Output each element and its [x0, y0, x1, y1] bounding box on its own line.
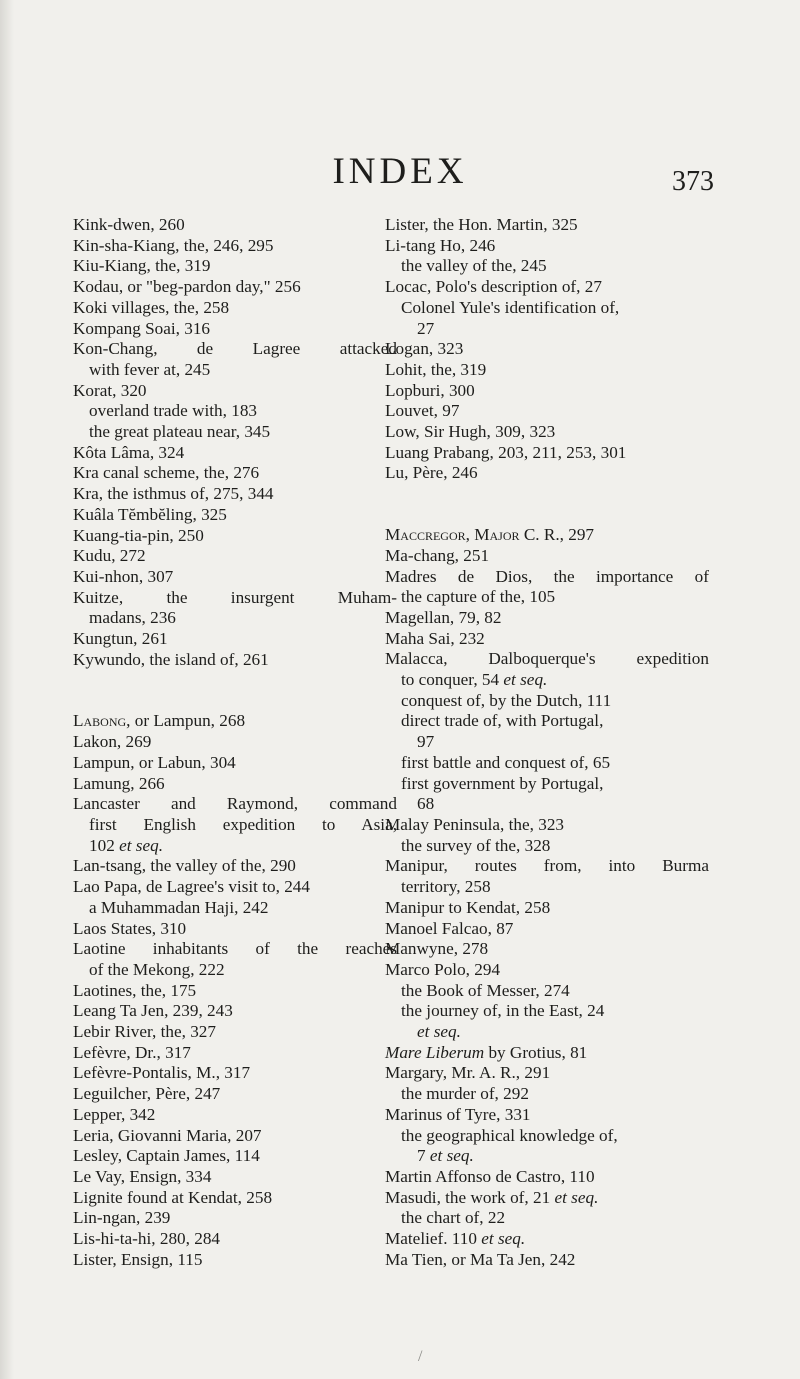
entry-text: the Book of Messer, 274: [401, 980, 570, 1000]
entry-text: or Lampun, 268: [130, 711, 246, 731]
index-entry: [385, 463, 709, 484]
entry-text: a Muhammadan Haji, 242: [89, 897, 269, 917]
page-header: [0, 150, 800, 197]
index-entry: [73, 1043, 397, 1064]
entry-text: Manwyne, 278: [385, 939, 489, 959]
section-lead-word: Maccregor, Major: [385, 525, 520, 545]
entry-text: Marinus of Tyre, 331: [385, 1104, 531, 1124]
entry-text: Louvet, 97: [385, 401, 460, 421]
entry-text: 68: [417, 794, 435, 814]
index-entry: [73, 629, 397, 650]
index-entry: [385, 629, 709, 650]
index-subentry: [385, 298, 709, 319]
index-entry: [73, 236, 397, 257]
entry-text: Kiu-Kiang, the, 319: [73, 256, 211, 276]
entry-text: Lister, the Hon. Martin, 325: [385, 215, 578, 234]
index-entry-continuation: [73, 836, 397, 857]
index-entry: [385, 1250, 709, 1271]
entry-text: by Grotius, 81: [484, 1042, 588, 1062]
index-subentry: [385, 774, 709, 795]
entry-text: to conquer, 54: [401, 670, 504, 690]
index-subentry: [385, 1001, 709, 1022]
index-entry: [73, 298, 397, 319]
entry-text: Lopburi, 300: [385, 380, 475, 400]
entry-text: Kuitze, the insurgent Muham-: [73, 587, 397, 607]
index-column-right: [385, 215, 709, 1270]
index-entry: [385, 360, 709, 381]
entry-text: Lister, Ensign, 115: [73, 1249, 203, 1269]
index-entry: [385, 815, 709, 836]
index-subentry: [385, 1022, 709, 1043]
entry-text: Kungtun, 261: [73, 629, 168, 649]
entry-text: Malacca, Dalboquerque's expedition: [385, 649, 709, 669]
index-entry: [73, 981, 397, 1002]
entry-text: Lesley, Captain James, 114: [73, 1146, 260, 1166]
entry-text: Lu, Père, 246: [385, 463, 478, 483]
italic-et-seq: et seq.: [554, 1187, 599, 1207]
entry-text: Ma Tien, or Ma Ta Jen, 242: [385, 1249, 576, 1269]
index-subentry: [73, 401, 397, 422]
index-subentry: [385, 794, 709, 815]
index-subentry: [385, 1126, 709, 1147]
entry-text: Kodau, or "beg-pardon day," 256: [73, 277, 301, 297]
index-entry: [73, 1167, 397, 1188]
index-entry-continuation: [385, 877, 709, 898]
index-entry: [73, 443, 397, 464]
index-entry: [73, 256, 397, 277]
italic-title: Mare Liberum: [385, 1042, 485, 1062]
page-edge-shadow: [0, 0, 14, 1379]
entry-text: Manipur, routes from, into Burma: [385, 856, 709, 876]
index-entry: [385, 1105, 709, 1126]
entry-text: Lao Papa, de Lagree's visit to, 244: [73, 877, 310, 897]
entry-text: Laos States, 310: [73, 918, 187, 938]
italic-et-seq: et seq.: [429, 1146, 474, 1166]
entry-text: the great plateau near, 345: [89, 422, 271, 442]
index-entry: [385, 1063, 709, 1084]
index-entry: [73, 339, 397, 360]
index-entry: [73, 505, 397, 526]
index-entry: [73, 1208, 397, 1229]
entry-text: Koki villages, the, 258: [73, 297, 230, 317]
entry-text: the geographical knowledge of,: [401, 1125, 618, 1145]
index-entry: [385, 939, 709, 960]
entry-text: Li-tang Ho, 246: [385, 235, 496, 255]
index-entry: [73, 526, 397, 547]
italic-et-seq: et seq.: [503, 670, 548, 690]
entry-text: the capture of the, 105: [401, 587, 556, 607]
italic-et-seq: et seq.: [481, 1229, 526, 1249]
index-entry: [73, 939, 397, 960]
index-subentry: [73, 422, 397, 443]
index-entry: [385, 919, 709, 940]
entry-text: Lamung, 266: [73, 773, 165, 793]
entry-text: first government by Portugal,: [401, 773, 604, 793]
index-entry: [385, 546, 709, 567]
entry-text: Kon-Chang, de Lagree attacked: [73, 339, 397, 359]
entry-text: Manipur to Kendat, 258: [385, 897, 551, 917]
index-subentry: [385, 256, 709, 277]
index-entry-continuation: [73, 608, 397, 629]
entry-text: Locac, Polo's description of, 27: [385, 277, 602, 297]
index-entry: [73, 732, 397, 753]
index-entry: [73, 794, 397, 815]
index-subentry: [385, 1208, 709, 1229]
entry-text: Kuâla Tĕmbĕling, 325: [73, 504, 227, 524]
index-entry: [385, 422, 709, 443]
entry-text: Kôta Lâma, 324: [73, 442, 185, 462]
index-entry: [73, 1188, 397, 1209]
section-gap: [73, 670, 397, 711]
entry-text: the valley of the, 245: [401, 256, 547, 276]
index-entry: [385, 567, 709, 588]
entry-text: 97: [417, 732, 435, 752]
entry-text: overland trade with, 183: [89, 401, 258, 421]
entry-text: Magellan, 79, 82: [385, 607, 502, 627]
index-entry: [73, 1229, 397, 1250]
index-entry: [73, 856, 397, 877]
index-entry: [385, 1229, 709, 1250]
index-entry: [73, 319, 397, 340]
index-entry: [73, 1250, 397, 1271]
index-entry: [73, 1126, 397, 1147]
index-entry: [73, 588, 397, 609]
index-entry: [385, 277, 709, 298]
index-subentry: [385, 753, 709, 774]
entry-text: the journey of, in the East, 24: [401, 1001, 605, 1021]
entry-text: territory, 258: [401, 877, 491, 897]
index-subentry: [385, 691, 709, 712]
entry-text: Kra, the isthmus of, 275, 344: [73, 484, 274, 504]
entry-text: Lakon, 269: [73, 732, 152, 752]
index-entry: [73, 1084, 397, 1105]
index-entry: [385, 215, 709, 236]
index-entry: [73, 1146, 397, 1167]
index-entry: [385, 960, 709, 981]
entry-text: first battle and conquest of, 65: [401, 752, 611, 772]
entry-text: Laotines, the, 175: [73, 980, 197, 1000]
stray-mark: /: [418, 1348, 423, 1365]
index-entry: [73, 277, 397, 298]
index-entry: [73, 1063, 397, 1084]
index-subentry: [385, 1084, 709, 1105]
entry-text: Lancaster and Raymond, command: [73, 794, 397, 814]
index-entry: [73, 650, 397, 671]
entry-text: Masudi, the work of, 21: [385, 1187, 555, 1207]
entry-text: direct trade of, with Portugal,: [401, 711, 604, 731]
italic-et-seq: et seq.: [417, 1022, 461, 1042]
entry-text: Leria, Giovanni Maria, 207: [73, 1125, 262, 1145]
entry-text: Kudu, 272: [73, 546, 146, 566]
entry-text: the murder of, 292: [401, 1084, 529, 1104]
index-entry: [73, 215, 397, 236]
index-entry: [385, 525, 709, 546]
index-subentry: [385, 319, 709, 340]
entry-text: Lan-tsang, the valley of the, 290: [73, 856, 296, 876]
entry-text: 7: [417, 1146, 430, 1166]
index-entry: [385, 1167, 709, 1188]
index-entry: [73, 753, 397, 774]
entry-text: Logan, 323: [385, 339, 464, 359]
index-entry: [385, 401, 709, 422]
index-entry: [73, 774, 397, 795]
entry-text: Lohit, the, 319: [385, 359, 487, 379]
index-subentry: [385, 711, 709, 732]
entry-text: Le Vay, Ensign, 334: [73, 1166, 212, 1186]
entry-text: Kink-dwen, 260: [73, 215, 185, 234]
index-entry: [385, 898, 709, 919]
entry-text: Lepper, 342: [73, 1104, 156, 1124]
entry-text: Lefèvre, Dr., 317: [73, 1042, 191, 1062]
index-entry-continuation: [385, 670, 709, 691]
index-entry: [73, 919, 397, 940]
index-entry: [385, 339, 709, 360]
entry-text: Lignite found at Kendat, 258: [73, 1187, 273, 1207]
entry-text: Low, Sir Hugh, 309, 323: [385, 422, 556, 442]
index-entry: [73, 484, 397, 505]
entry-text: Laotine inhabitants of the reaches: [73, 939, 397, 959]
index-entry-continuation: [385, 587, 709, 608]
index-entry: [385, 443, 709, 464]
index-entry: [385, 1188, 709, 1209]
entry-text: the chart of, 22: [401, 1208, 506, 1228]
entry-text: 27: [417, 318, 435, 338]
index-entry: [385, 1043, 709, 1064]
italic-et-seq: et seq.: [119, 835, 163, 855]
index-subentry: [385, 836, 709, 857]
index-entry: [73, 711, 397, 732]
entry-text: Kra canal scheme, the, 276: [73, 463, 260, 483]
index-entry: [385, 381, 709, 402]
entry-text: Kompang Soai, 316: [73, 318, 211, 338]
entry-text: the survey of the, 328: [401, 835, 551, 855]
index-entry: [73, 381, 397, 402]
entry-text: Margary, Mr. A. R., 291: [385, 1063, 551, 1083]
entry-text: Luang Prabang, 203, 211, 253, 301: [385, 442, 627, 462]
entry-text: Leguilcher, Père, 247: [73, 1084, 221, 1104]
index-entry: [385, 856, 709, 877]
entry-text: Lampun, or Labun, 304: [73, 752, 236, 772]
page-title: INDEX: [332, 151, 468, 192]
index-entry-continuation: [73, 360, 397, 381]
entry-text: Lebir River, the, 327: [73, 1022, 216, 1042]
entry-text: Leang Ta Jen, 239, 243: [73, 1001, 233, 1021]
index-subentry: [385, 981, 709, 1002]
entry-text: 102: [89, 835, 120, 855]
entry-text: with fever at, 245: [89, 359, 211, 379]
entry-text: Colonel Yule's identification of,: [401, 297, 620, 317]
index-subentry: [73, 898, 397, 919]
index-subentry: [385, 1146, 709, 1167]
index-entry: [73, 567, 397, 588]
index-entry: [73, 1001, 397, 1022]
index-entry: [385, 236, 709, 257]
entry-text: Korat, 320: [73, 380, 147, 400]
entry-text: Kuang-tia-pin, 250: [73, 525, 204, 545]
entry-text: Ma-chang, 251: [385, 545, 490, 565]
entry-text: Kin-sha-Kiang, the, 246, 295: [73, 235, 274, 255]
entry-text: Martin Affonso de Castro, 110: [385, 1166, 595, 1186]
page-number: 373: [672, 166, 714, 197]
section-lead-word: Labong,: [73, 711, 131, 731]
entry-text: Kywundo, the island of, 261: [73, 649, 269, 669]
entry-text: Kui-nhon, 307: [73, 566, 174, 586]
index-subentry: [385, 732, 709, 753]
index-entry: [73, 1022, 397, 1043]
entry-text: first English expedition to Asia,: [89, 814, 397, 834]
index-entry-continuation: [73, 960, 397, 981]
entry-text: conquest of, by the Dutch, 111: [401, 690, 612, 710]
index-entry: [73, 1105, 397, 1126]
index-entry: [73, 463, 397, 484]
entry-text: Matelief. 110: [385, 1229, 482, 1249]
entry-text: Lis-hi-ta-hi, 280, 284: [73, 1229, 221, 1249]
section-gap: [385, 484, 709, 525]
entry-text: of the Mekong, 222: [89, 959, 225, 979]
entry-text: Manoel Falcao, 87: [385, 918, 514, 938]
index-entry: [385, 608, 709, 629]
entry-text: Madres de Dios, the importance of: [385, 566, 709, 586]
entry-text: madans, 236: [89, 608, 176, 628]
index-entry: [73, 546, 397, 567]
entry-text: C. R., 297: [519, 525, 595, 545]
entry-text: Maha Sai, 232: [385, 628, 485, 648]
index-entry: [73, 877, 397, 898]
index-entry: [385, 649, 709, 670]
index-column-left: [73, 215, 397, 1270]
entry-text: Lin-ngan, 239: [73, 1208, 171, 1228]
entry-text: Lefèvre-Pontalis, M., 317: [73, 1063, 251, 1083]
entry-text: Marco Polo, 294: [385, 959, 501, 979]
entry-text: Malay Peninsula, the, 323: [385, 814, 565, 834]
index-entry-continuation: [73, 815, 397, 836]
